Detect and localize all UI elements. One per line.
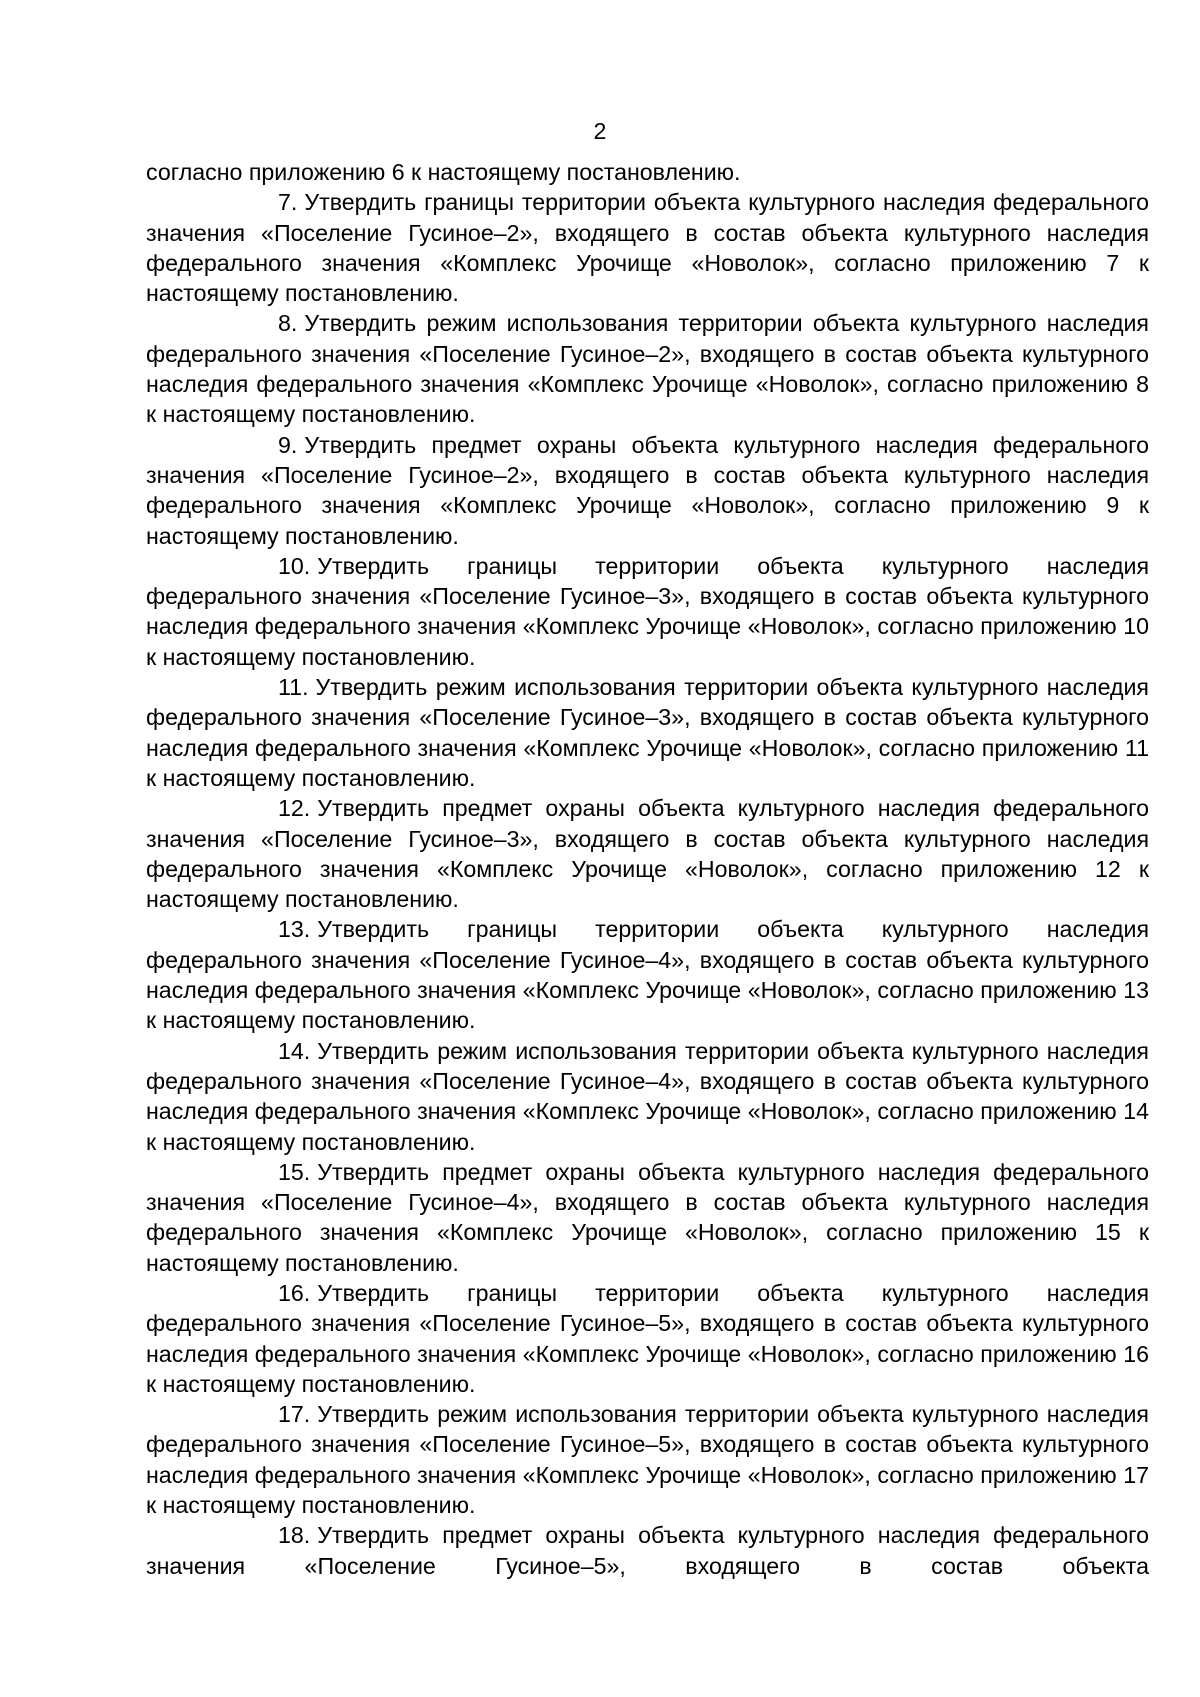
paragraph-text: Утвердить режим использования территории объекта культурного наследия федерального значения «Поселение Гусиное–4», входящего в состав объекта культурного наследия федерального значения «Комплекс Урочище «Новолок», согласно приложению 14 к настоящему постановлению. [146,1037,1149,1155]
paragraph-number: 10. [278,552,311,579]
paragraph-text: Утвердить границы территории объекта культурного наследия федерального значения «Поселение Гусиное–3», входящего в состав объекта культурного наследия федерального значения «Комплекс Урочище «Новолок», согласно приложению 10 к настоящему постановлению. [146,552,1149,670]
paragraph-number: 8. [278,310,298,337]
paragraph-number: 18. [278,1522,311,1549]
paragraph-text: Утвердить режим использования территории объекта культурного наследия федерального значения «Поселение Гусиное–5», входящего в состав объекта культурного наследия федерального значения «Комплекс Урочище «Новолок», согласно приложению 17 к настоящему постановлению. [146,1401,1149,1519]
paragraph-item-13 [146,914,1149,1035]
document-body [146,157,1149,1581]
paragraph-text: Утвердить предмет охраны объекта культурного наследия федерального значения «Поселение Гусиное–5», входящего в состав объекта [146,1522,1149,1579]
paragraph-text: Утвердить предмет охраны объекта культурного наследия федерального значения «Поселение Гусиное–3», входящего в состав объекта культурного наследия федерального значения «Комплекс Урочище «Новолок», согласно приложению 12 к настоящему постановлению. [146,795,1149,913]
paragraph-text: Утвердить границы территории объекта культурного наследия федерального значения «Поселение Гусиное–4», входящего в состав объекта культурного наследия федерального значения «Комплекс Урочище «Новолок», согласно приложению 13 к настоящему постановлению. [146,916,1149,1034]
paragraph-text: Утвердить предмет охраны объекта культурного наследия федерального значения «Поселение Гусиное–2», входящего в состав объекта культурного наследия федерального значения «Комплекс Урочище «Новолок», согласно приложению 9 к настоящему постановлению. [146,431,1149,549]
paragraph-number: 16. [278,1279,311,1306]
paragraph-number: 13. [278,916,311,943]
paragraph-item-8 [146,308,1149,429]
paragraph-number: 17. [278,1401,311,1428]
paragraph-item-15 [146,1157,1149,1278]
paragraph-item-11 [146,672,1149,793]
opening-fragment: согласно приложению 6 к настоящему постановлению. [146,159,741,185]
paragraph-text: Утвердить границы территории объекта культурного наследия федерального значения «Поселение Гусиное–5», входящего в состав объекта культурного наследия федерального значения «Комплекс Урочище «Новолок», согласно приложению 16 к настоящему постановлению. [146,1279,1149,1397]
paragraph-text: Утвердить границы территории объекта культурного наследия федерального значения «Поселение Гусиное–2», входящего в состав объекта культурного наследия федерального значения «Комплекс Урочище «Новолок», согласно приложению 7 к настоящему постановлению. [146,189,1149,307]
paragraph-text: Утвердить предмет охраны объекта культурного наследия федерального значения «Поселение Гусиное–4», входящего в состав объекта культурного наследия федерального значения «Комплекс Урочище «Новолок», согласно приложению 15 к настоящему постановлению. [146,1158,1149,1276]
paragraph-item-18 [146,1520,1149,1581]
paragraph-item-14 [146,1036,1149,1157]
paragraph-number: 11. [278,674,309,701]
paragraph-number: 9. [278,431,298,458]
paragraph-item-7 [146,187,1149,308]
paragraph-text: Утвердить режим использования территории объекта культурного наследия федерального значения «Поселение Гусиное–3», входящего в состав объекта культурного наследия федерального значения «Комплекс Урочище «Новолок», согласно приложению 11 к настоящему постановлению. [146,674,1149,791]
paragraph-item-12 [146,793,1149,914]
paragraph-item-17 [146,1399,1149,1520]
paragraph-number: 14. [278,1037,311,1064]
paragraph-number: 15. [278,1158,311,1185]
paragraph-item-16 [146,1278,1149,1399]
paragraph-item-9 [146,430,1149,551]
paragraph-number: 12. [278,795,311,822]
paragraph-text: Утвердить режим использования территории объекта культурного наследия федерального значения «Поселение Гусиное–2», входящего в состав объекта культурного наследия федерального значения «Комплекс Урочище «Новолок», согласно приложению 8 к настоящему постановлению. [146,310,1149,428]
paragraph-number: 7. [278,189,298,216]
page-number: 2 [593,118,607,144]
paragraph-item-10 [146,551,1149,672]
